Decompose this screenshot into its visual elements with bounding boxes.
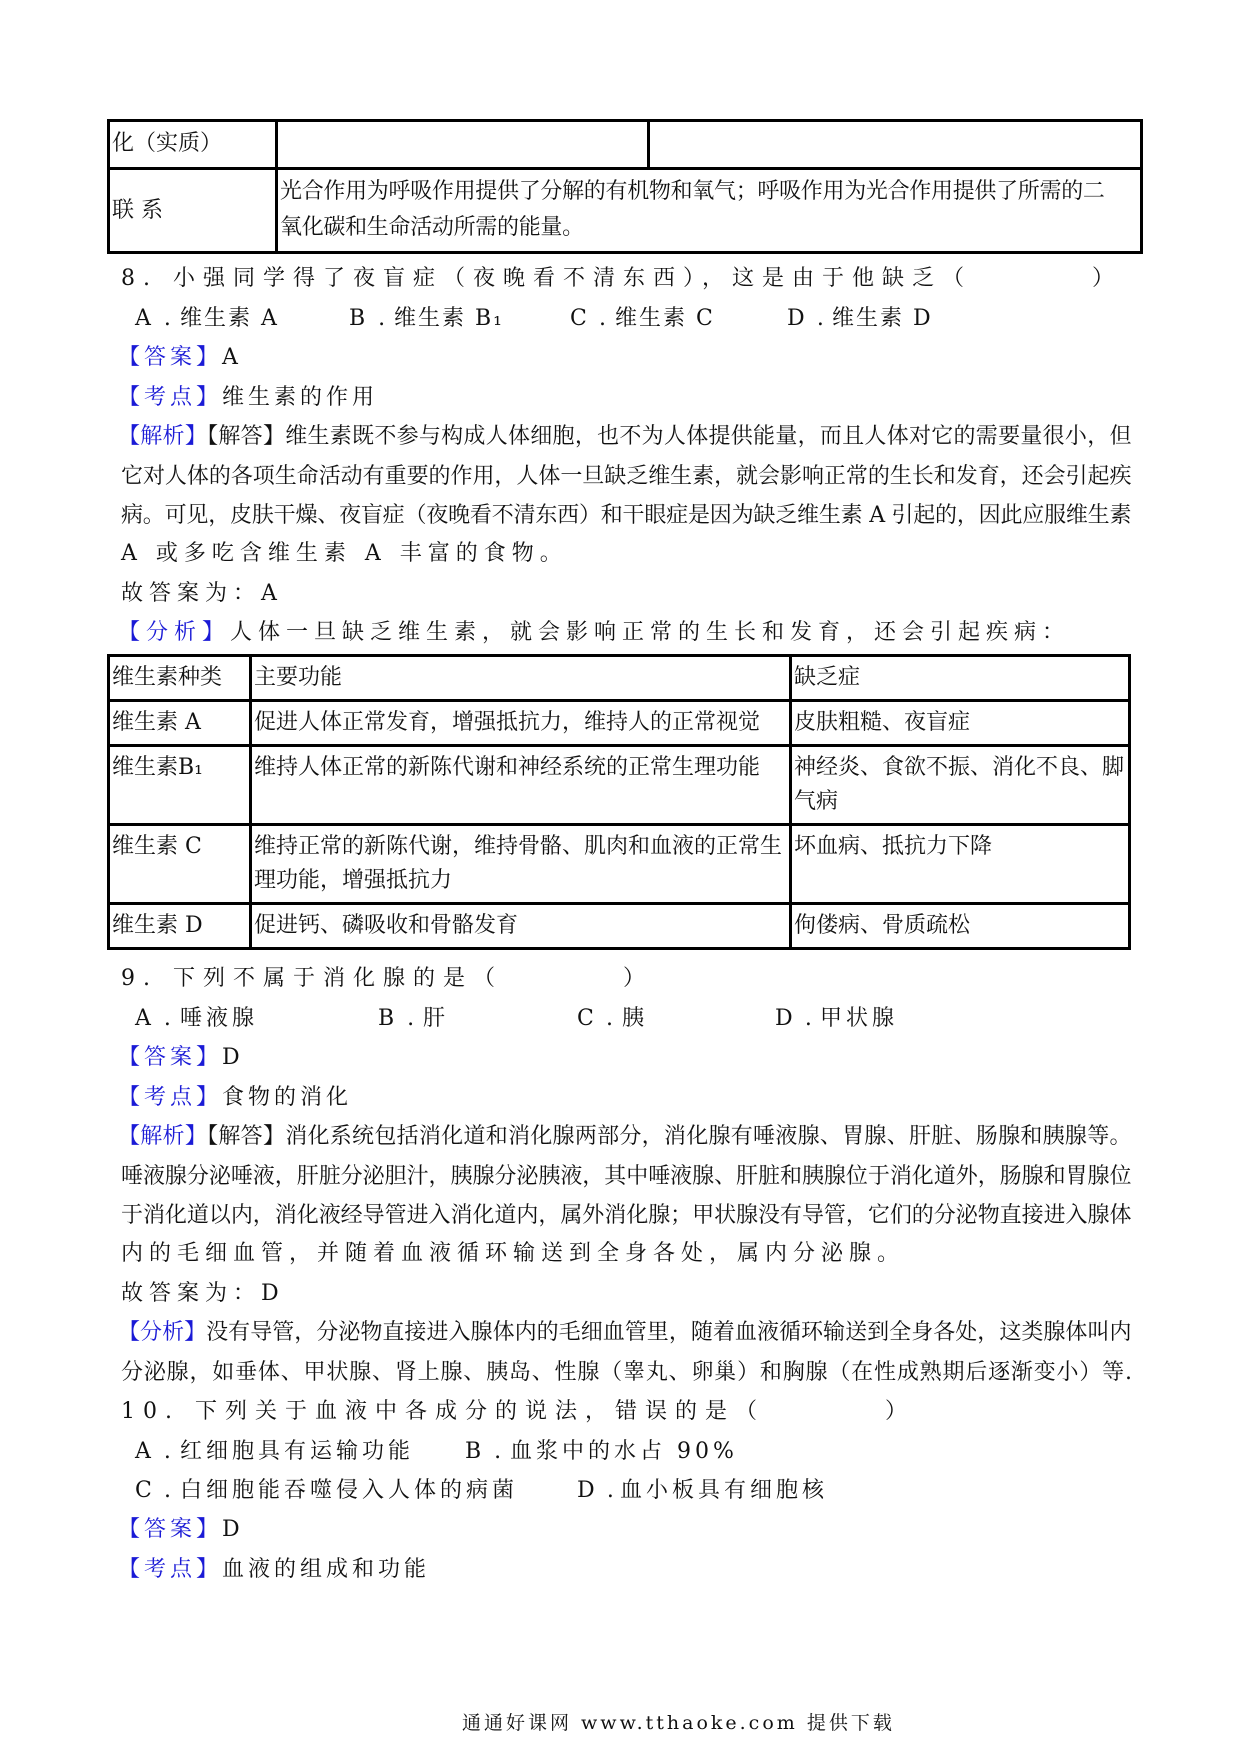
- explain-text: 【解答】维生素既不参与构成人体细胞，也不为人体提供能量，而且人体对它的需要量很小，但: [207, 424, 1131, 449]
- analysis-line: [118, 1319, 1131, 1347]
- vitamin-deficiency: 皮肤粗糙、夜盲症: [791, 701, 1130, 746]
- point-tag: 【考点】: [118, 385, 223, 410]
- analysis-tag: 【分析】: [118, 620, 231, 645]
- explain-tag: 【解析】: [118, 424, 208, 449]
- row-label: 联 系: [109, 169, 277, 253]
- point-line: [118, 384, 378, 412]
- option-letter: B.: [349, 306, 399, 331]
- answer-line: [118, 1044, 244, 1072]
- explain-line: 内的毛细血管，并随着血液循环输送到全身各处，属内分泌腺。: [121, 1241, 906, 1266]
- vitamin-kind: 维生素 A: [109, 701, 251, 746]
- option-letter: D.: [775, 1006, 825, 1031]
- analysis-line: 分泌腺，如垂体、甲状腺、肾上腺、胰岛、性腺（睾丸、卵巢）和胸腺（在性成熟期后逐渐变小）等.: [121, 1360, 1131, 1385]
- question-9: 9. 下列不属于消化腺的是（ ）: [121, 966, 653, 991]
- vitamin-function: 促进钙、磷吸收和骨骼发育: [251, 904, 791, 949]
- vitamin-deficiency: 神经炎、食欲不振、消化不良、脚气病: [791, 746, 1130, 825]
- option-text: 血小板具有细胞核: [620, 1478, 829, 1503]
- answer-line: [118, 1516, 244, 1544]
- option-text: 红细胞具有运输功能: [180, 1439, 415, 1464]
- row-label: 化（实质）: [109, 121, 277, 169]
- vitamin-kind: 维生素 D: [109, 904, 251, 949]
- answer-line: [118, 344, 242, 372]
- header-cell: 维生素种类: [109, 656, 251, 701]
- point-line: [118, 1556, 430, 1584]
- option-letter: C.: [135, 1478, 185, 1503]
- option-letter: D.: [577, 1478, 627, 1503]
- vitamin-deficiency: 坏血病、抵抗力下降: [791, 825, 1130, 904]
- explain-tag: 【解析】: [118, 1124, 208, 1149]
- header-cell: 主要功能: [251, 656, 791, 701]
- option-letter: C.: [570, 306, 620, 331]
- explain-line: 它对人体的各项生命活动有重要的作用，人体一旦缺乏维生素，就会影响正常的生长和发育，还会引起疾: [121, 464, 1131, 489]
- table-cell: [277, 169, 1142, 253]
- option-letter: B.: [378, 1006, 428, 1031]
- table-cell: [277, 121, 649, 169]
- point-value: 食物的消化: [222, 1085, 353, 1110]
- vitamin-table: [107, 654, 1131, 950]
- analysis-text: 没有导管，分泌物直接进入腺体内的毛细血管里，随着血液循环输送到全身各处，这类腺体叫内: [206, 1320, 1131, 1345]
- option-letter: B.: [465, 1439, 515, 1464]
- question-10: 10. 下列关于血液中各成分的说法，错误的是（ ）: [121, 1399, 915, 1424]
- vitamin-function: 维持正常的新陈代谢，维持骨骼、肌肉和血液的正常生理功能，增强抵抗力: [251, 825, 791, 904]
- answer-tag: 【答案】: [118, 1517, 223, 1542]
- option-text: 维生素 A: [180, 306, 279, 331]
- explain-line: [118, 423, 1131, 451]
- vitamin-deficiency: 佝偻病、骨质疏松: [791, 904, 1130, 949]
- option-text: 胰: [622, 1006, 658, 1031]
- explain-line: A 或多吃含维生素 A 丰富的食物。: [121, 541, 568, 566]
- point-value: 血液的组成和功能: [222, 1557, 431, 1582]
- analysis-text: 人体一旦缺乏维生素，就会影响正常的生长和发育，还会引起疾病：: [230, 620, 1071, 645]
- answer-value: A: [222, 345, 242, 370]
- explain-text: 【解答】消化系统包括消化道和消化腺两部分，消化腺有唾液腺、胃腺、肝脏、肠腺和胰腺等。: [207, 1124, 1131, 1149]
- header-cell: 缺乏症: [791, 656, 1130, 701]
- vitamin-kind: 维生素 C: [109, 825, 251, 904]
- cell-text: 氧化碳和生命活动所需的能量。: [280, 215, 584, 240]
- answer-tag: 【答案】: [118, 345, 223, 370]
- option-letter: C.: [577, 1006, 627, 1031]
- option-letter: A.: [135, 306, 184, 331]
- point-tag: 【考点】: [118, 1085, 223, 1110]
- point-line: [118, 1084, 352, 1112]
- option-text: 唾液腺: [180, 1006, 259, 1031]
- point-value: 维生素的作用: [222, 385, 379, 410]
- photosynthesis-table: [107, 119, 1143, 254]
- option-text: 维生素 D: [832, 306, 933, 331]
- point-tag: 【考点】: [118, 1557, 223, 1582]
- explain-line: 于消化道以内，消化液经导管进入消化道内，属外消化腺；甲状腺没有导管，它们的分泌物直接进入腺体: [121, 1203, 1131, 1228]
- option-text: 维生素 C: [615, 306, 715, 331]
- option-text: 维生素 B₁: [394, 306, 504, 331]
- option-text: 肝: [423, 1006, 459, 1031]
- explain-line: 病。可见，皮肤干燥、夜盲症（夜晚看不清东西）和干眼症是因为缺乏维生素 A 引起的，因此应服维生素: [121, 503, 1131, 528]
- option-text: 甲状腺: [820, 1006, 899, 1031]
- option-letter: A.: [135, 1439, 184, 1464]
- analysis-line: [118, 619, 1070, 647]
- option-text: 血浆中的水占 90%: [510, 1439, 738, 1464]
- vitamin-function: 促进人体正常发育，增强抵抗力，维持人的正常视觉: [251, 701, 791, 746]
- explain-line: [118, 1123, 1131, 1151]
- answer-value: D: [222, 1045, 244, 1070]
- final-answer: 故答案为：A: [121, 581, 283, 606]
- answer-value: D: [222, 1517, 244, 1542]
- option-letter: D.: [787, 306, 837, 331]
- option-text: 白细胞能吞噬侵入人体的病菌: [180, 1478, 519, 1503]
- table-cell: [649, 121, 1142, 169]
- analysis-tag: 【分析】: [118, 1320, 207, 1345]
- final-answer: 故答案为：D: [121, 1281, 285, 1306]
- page-footer: 通通好课网 www.tthaoke.com 提供下载: [462, 1712, 895, 1734]
- question-8: 8. 小强同学得了夜盲症（夜晚看不清东西），这是由于他缺乏（ ）: [121, 266, 1122, 291]
- option-letter: A.: [135, 1006, 184, 1031]
- vitamin-kind: 维生素B₁: [109, 746, 251, 825]
- cell-text: 光合作用为呼吸作用提供了分解的有机物和氧气；呼吸作用为光合作用提供了所需的二: [280, 179, 1105, 204]
- explain-line: 唾液腺分泌唾液，肝脏分泌胆汁，胰腺分泌胰液，其中唾液腺、肝脏和胰腺位于消化道外，肠腺和胃腺位: [121, 1164, 1131, 1189]
- vitamin-function: 维持人体正常的新陈代谢和神经系统的正常生理功能: [251, 746, 791, 825]
- answer-tag: 【答案】: [118, 1045, 223, 1070]
